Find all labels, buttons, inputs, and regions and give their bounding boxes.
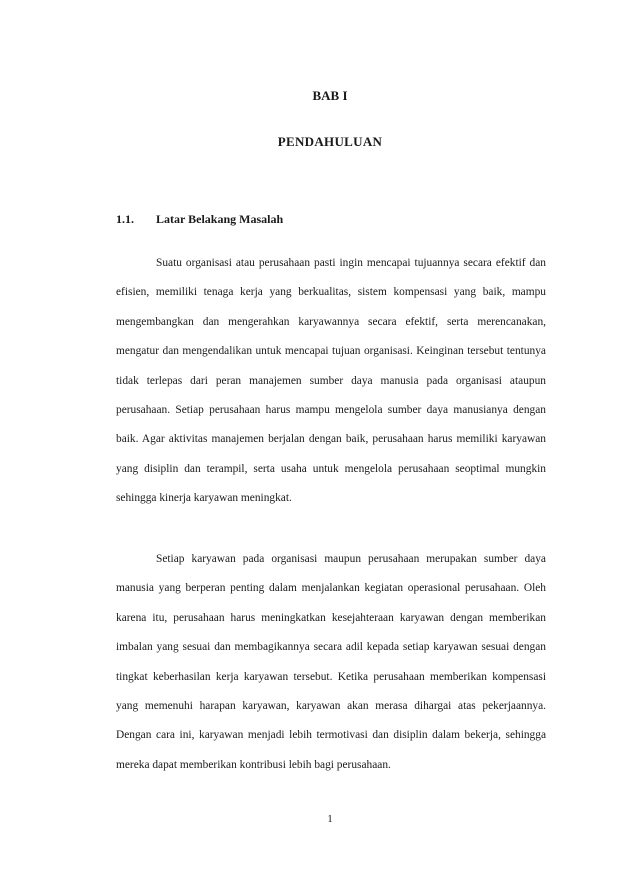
chapter-number: BAB I: [312, 88, 348, 103]
section-number: 1.1.: [116, 212, 134, 226]
section-heading: [116, 212, 283, 227]
chapter-title: PENDAHULUAN: [277, 134, 383, 149]
body-paragraph-1: Suatu organisasi atau perusahaan pasti ingin mencapai tujuannya secara efektif dan efisien, memiliki tenaga kerja yang berkualitas, sistem kompensasi yang baik, mampu mengembangkan dan mengerahkan karyawannya secara efektif, serta merencanakan, mengatur dan mengendalikan untuk mencapai tujuan organisasi. Keinginan tersebut tentunya tidak terlepas dari peran manajemen sumber daya manusia pada organisasi ataupun perusahaan. Setiap perusahaan harus mampu mengelola sumber daya manusianya dengan baik. Agar aktivitas manajemen berjalan dengan baik, perusahaan harus memiliki karyawan yang disiplin dan terampil, serta usaha untuk mengelola perusahaan seoptimal mungkin sehingga kinerja karyawan meningkat.: [116, 257, 546, 505]
section-title: Latar Belakang Masalah: [156, 212, 284, 226]
page-number: 1: [327, 813, 333, 825]
body-paragraph-2: Setiap karyawan pada organisasi maupun perusahaan merupakan sumber daya manusia yang berperan penting dalam menjalankan kegiatan operasional perusahaan. Oleh karena itu, perusahaan harus meningkatkan kesejahteraan karyawan dengan memberikan imbalan yang sesuai dan membagikannya secara adil kepada setiap karyawan sesuai dengan tingkat keberhasilan kerja karyawan tersebut. Ketika perusahaan memberikan kompensasi yang memenuhi harapan karyawan, karyawan akan merasa dihargai atas pekerjaannya. Dengan cara ini, karyawan menjadi lebih termotivasi dan disiplin dalam bekerja, sehingga mereka dapat memberikan kontribusi lebih bagi perusahaan.: [116, 553, 546, 771]
